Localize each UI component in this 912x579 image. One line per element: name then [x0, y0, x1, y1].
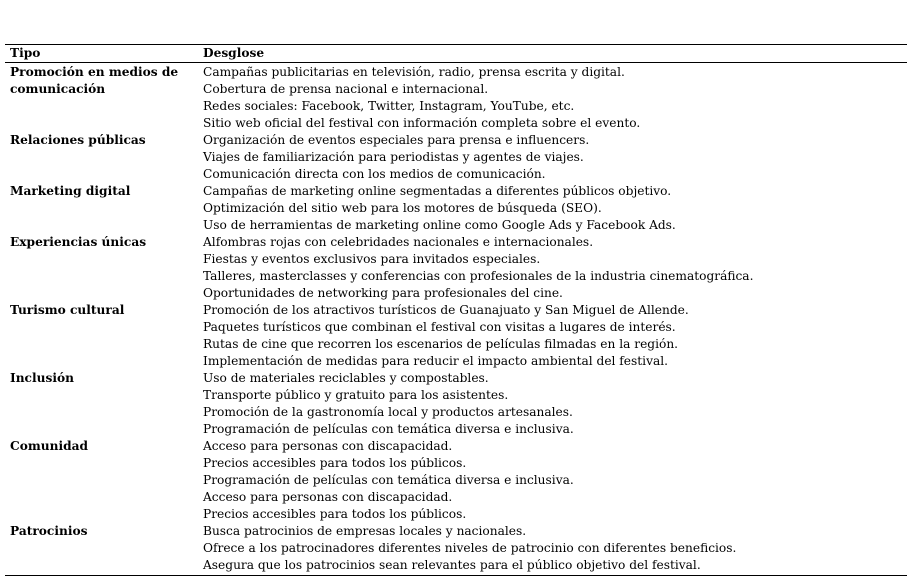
- breakdown-item: Precios accesibles para todos los públicos.: [203, 507, 467, 521]
- breakdown-item: Uso de materiales reciclables y compostables.: [203, 371, 489, 385]
- breakdown-item: Transporte público y gratuito para los asistentes.: [203, 388, 509, 402]
- breakdown-item: Fiestas y eventos exclusivos para invitados especiales.: [203, 252, 541, 266]
- table-body: [5, 63, 907, 575]
- table-row: [5, 302, 907, 370]
- promotion-table: [5, 44, 907, 576]
- row-breakdown: [203, 438, 907, 523]
- row-type-label: Turismo cultural: [10, 303, 125, 317]
- breakdown-item: Ofrece a los patrocinadores diferentes niveles de patrocinio con diferentes beneficios.: [203, 541, 737, 555]
- breakdown-item: Alfombras rojas con celebridades nacionales e internacionales.: [203, 235, 594, 249]
- breakdown-item: Precios accesibles para todos los públicos.: [203, 456, 467, 470]
- row-breakdown: [203, 183, 907, 234]
- breakdown-item: Sitio web oficial del festival con información completa sobre el evento.: [203, 116, 641, 130]
- breakdown-item: Cobertura de prensa nacional e internacional.: [203, 82, 489, 96]
- row-breakdown: [203, 370, 907, 438]
- row-breakdown: [203, 523, 907, 574]
- header-desglose: Desglose: [203, 46, 265, 60]
- breakdown-item: Promoción de la gastronomía local y productos artesanales.: [203, 405, 573, 419]
- breakdown-item: Promoción de los atractivos turísticos de Guanajuato y San Miguel de Allende.: [203, 303, 689, 317]
- breakdown-item: Organización de eventos especiales para prensa e influencers.: [203, 133, 590, 147]
- table-row: [5, 234, 907, 302]
- table-row: [5, 523, 907, 574]
- breakdown-item: Uso de herramientas de marketing online como Google Ads y Facebook Ads.: [203, 218, 676, 232]
- breakdown-item: Optimización del sitio web para los motores de búsqueda (SEO).: [203, 201, 602, 215]
- breakdown-item: Programación de películas con temática diversa e inclusiva.: [203, 422, 574, 436]
- row-breakdown: [203, 64, 907, 132]
- row-type-label: Marketing digital: [10, 184, 131, 198]
- breakdown-item: Paquetes turísticos que combinan el festival con visitas a lugares de interés.: [203, 320, 676, 334]
- row-breakdown: [203, 132, 907, 183]
- breakdown-item: Comunicación directa con los medios de comunicación.: [203, 167, 546, 181]
- breakdown-item: Oportunidades de networking para profesionales del cine.: [203, 286, 563, 300]
- breakdown-item: Redes sociales: Facebook, Twitter, Instagram, YouTube, etc.: [203, 99, 575, 113]
- breakdown-item: Campañas publicitarias en televisión, radio, prensa escrita y digital.: [203, 65, 625, 79]
- breakdown-item: Campañas de marketing online segmentadas a diferentes públicos objetivo.: [203, 184, 672, 198]
- row-type-label: Comunidad: [10, 439, 89, 453]
- row-type-label: Relaciones públicas: [10, 133, 146, 147]
- breakdown-item: Viajes de familiarización para periodistas y agentes de viajes.: [203, 150, 584, 164]
- breakdown-item: Acceso para personas con discapacidad.: [203, 490, 453, 504]
- table-row: [5, 183, 907, 234]
- header-tipo: Tipo: [10, 46, 41, 60]
- breakdown-item: Programación de películas con temática diversa e inclusiva.: [203, 473, 574, 487]
- breakdown-item: Acceso para personas con discapacidad.: [203, 439, 453, 453]
- row-breakdown: [203, 234, 907, 302]
- table-row: [5, 438, 907, 523]
- table-row: [5, 370, 907, 438]
- row-type-label: Experiencias únicas: [10, 235, 147, 249]
- table-header: [5, 45, 907, 63]
- table-row: [5, 132, 907, 183]
- breakdown-item: Busca patrocinios de empresas locales y nacionales.: [203, 524, 527, 538]
- table-row: [5, 64, 907, 132]
- breakdown-item: Implementación de medidas para reducir el impacto ambiental del festival.: [203, 354, 668, 368]
- breakdown-item: Talleres, masterclasses y conferencias con profesionales de la industria cinematográfica.: [203, 269, 754, 283]
- breakdown-item: Asegura que los patrocinios sean relevantes para el público objetivo del festival.: [203, 558, 701, 572]
- breakdown-item: Rutas de cine que recorren los escenarios de películas filmadas en la región.: [203, 337, 679, 351]
- row-type-label: Inclusión: [10, 371, 74, 385]
- row-breakdown: [203, 302, 907, 370]
- row-type-label: Patrocinios: [10, 524, 88, 538]
- row-type-label: Promoción en medios de comunicación: [10, 65, 179, 96]
